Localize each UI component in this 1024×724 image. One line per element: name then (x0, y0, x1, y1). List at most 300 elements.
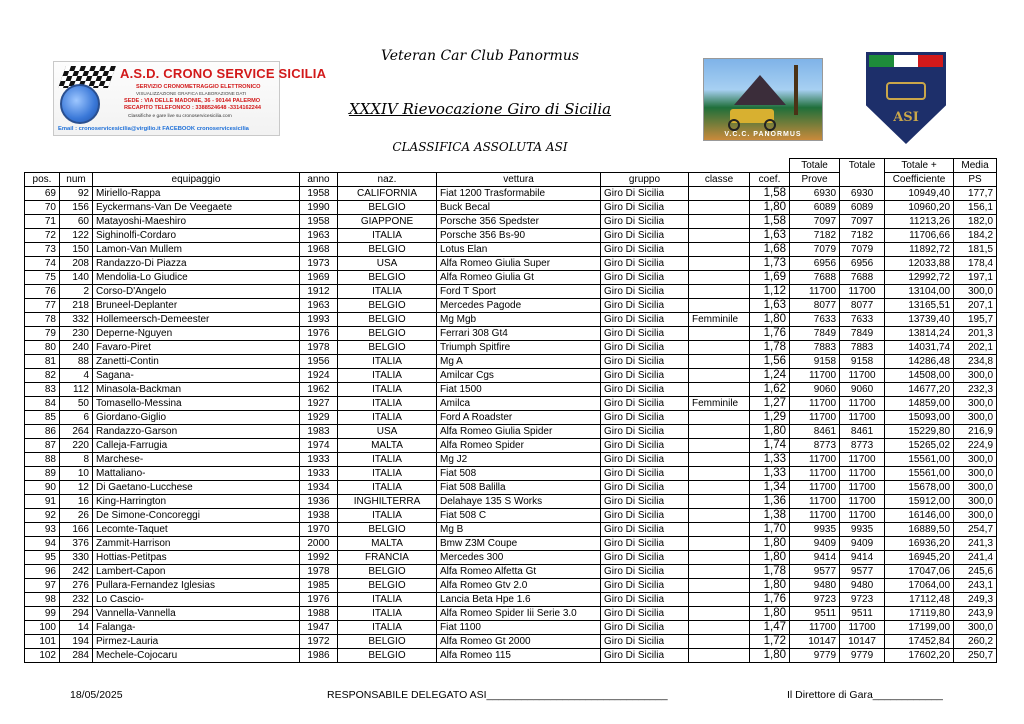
cell-coef: 1,62 (750, 383, 790, 397)
cell-naz: BELGIO (338, 201, 437, 215)
cell-totale: 11700 (840, 509, 885, 523)
cell-vettura: Alfa Romeo 115 (437, 649, 601, 663)
cell-naz: MALTA (338, 439, 437, 453)
cell-coef: 1,33 (750, 453, 790, 467)
cell-gruppo: Giro Di Sicilia (601, 229, 689, 243)
cell-gruppo: Giro Di Sicilia (601, 201, 689, 215)
ranking-title: CLASSIFICA ASSOLUTA ASI (392, 140, 568, 154)
cell-gruppo: Giro Di Sicilia (601, 341, 689, 355)
cell-prove: 7688 (790, 271, 840, 285)
cell-num: 8 (60, 453, 93, 467)
cell-num: 276 (60, 579, 93, 593)
stopwatch-icon (60, 84, 100, 124)
table-row (25, 621, 997, 635)
cell-totale: 11700 (840, 453, 885, 467)
cell-vettura: Buck Becal (437, 201, 601, 215)
cell-pos: 87 (25, 439, 60, 453)
cell-pos: 98 (25, 593, 60, 607)
cell-vettura: Ferrari 308 Gt4 (437, 327, 601, 341)
cell-vettura: Ford A Roadster (437, 411, 601, 425)
cell-totale-coef: 14859,00 (885, 397, 954, 411)
header-gruppo: gruppo (601, 173, 689, 187)
cell-coef: 1,80 (750, 537, 790, 551)
cell-vettura: Triumph Spitfire (437, 341, 601, 355)
cell-equipaggio: Randazzo-Di Piazza (93, 257, 300, 271)
vcc-logo-label: V.C.C. PANORMUS (724, 131, 802, 138)
cell-gruppo: Giro Di Sicilia (601, 607, 689, 621)
cell-classe (689, 439, 750, 453)
cell-prove: 7079 (790, 243, 840, 257)
cell-coef: 1,29 (750, 411, 790, 425)
cell-coef: 1,69 (750, 271, 790, 285)
cell-media: 201,3 (954, 327, 997, 341)
cell-totale: 9480 (840, 579, 885, 593)
cell-anno: 1988 (300, 607, 338, 621)
cell-vettura: Lotus Elan (437, 243, 601, 257)
cell-anno: 1947 (300, 621, 338, 635)
cell-anno: 1992 (300, 551, 338, 565)
cell-num: 232 (60, 593, 93, 607)
cell-prove: 9060 (790, 383, 840, 397)
cell-coef: 1,76 (750, 327, 790, 341)
cell-pos: 102 (25, 649, 60, 663)
cell-num: 156 (60, 201, 93, 215)
header-anno: anno (300, 173, 338, 187)
cell-num: 230 (60, 327, 93, 341)
cell-anno: 1963 (300, 299, 338, 313)
cell-totale-coef: 17112,48 (885, 593, 954, 607)
cell-coef: 1,76 (750, 593, 790, 607)
cell-gruppo: Giro Di Sicilia (601, 537, 689, 551)
cell-num: 376 (60, 537, 93, 551)
cell-naz: ITALIA (338, 481, 437, 495)
cell-gruppo: Giro Di Sicilia (601, 313, 689, 327)
cell-equipaggio: Lambert-Capon (93, 565, 300, 579)
cell-gruppo: Giro Di Sicilia (601, 621, 689, 635)
cell-coef: 1,73 (750, 257, 790, 271)
cell-equipaggio: Marchese- (93, 453, 300, 467)
cell-totale-coef: 15561,00 (885, 453, 954, 467)
cell-totale: 7097 (840, 215, 885, 229)
cell-anno: 1972 (300, 635, 338, 649)
cell-classe (689, 649, 750, 663)
cell-media: 249,3 (954, 593, 997, 607)
cell-coef: 1,47 (750, 621, 790, 635)
cell-prove: 7633 (790, 313, 840, 327)
palm-icon (794, 65, 798, 115)
table-row (25, 509, 997, 523)
cell-pos: 88 (25, 453, 60, 467)
table-row (25, 481, 997, 495)
cell-prove: 11700 (790, 509, 840, 523)
cell-classe (689, 551, 750, 565)
cell-naz: BELGIO (338, 649, 437, 663)
cell-media: 224,9 (954, 439, 997, 453)
cell-coef: 1,80 (750, 579, 790, 593)
cell-totale: 11700 (840, 369, 885, 383)
cell-equipaggio: Pullara-Fernandez Iglesias (93, 579, 300, 593)
cell-equipaggio: Tomasello-Messina (93, 397, 300, 411)
cell-media: 156,1 (954, 201, 997, 215)
cell-coef: 1,12 (750, 285, 790, 299)
cell-num: 10 (60, 467, 93, 481)
cell-naz: INGHILTERRA (338, 495, 437, 509)
cell-gruppo: Giro Di Sicilia (601, 509, 689, 523)
table-row (25, 439, 997, 453)
cell-totale-coef: 14286,48 (885, 355, 954, 369)
cell-pos: 100 (25, 621, 60, 635)
cell-coef: 1,36 (750, 495, 790, 509)
cell-pos: 77 (25, 299, 60, 313)
cell-equipaggio: Calleja-Farrugia (93, 439, 300, 453)
cell-prove: 11700 (790, 411, 840, 425)
cell-prove: 6930 (790, 187, 840, 201)
cell-vettura: Mg B (437, 523, 601, 537)
cell-prove: 11700 (790, 481, 840, 495)
cell-equipaggio: Minasola-Backman (93, 383, 300, 397)
cell-totale-coef: 16146,00 (885, 509, 954, 523)
cell-num: 220 (60, 439, 93, 453)
cell-totale: 11700 (840, 467, 885, 481)
cell-equipaggio: De Simone-Concoreggi (93, 509, 300, 523)
cell-media: 300,0 (954, 495, 997, 509)
cell-vettura: Mg J2 (437, 453, 601, 467)
cell-coef: 1,63 (750, 299, 790, 313)
cell-naz: ITALIA (338, 229, 437, 243)
header-naz: naz. (338, 173, 437, 187)
cell-classe (689, 565, 750, 579)
cell-classe (689, 369, 750, 383)
cell-num: 14 (60, 621, 93, 635)
cell-media: 243,9 (954, 607, 997, 621)
cell-prove: 9723 (790, 593, 840, 607)
cell-anno: 1924 (300, 369, 338, 383)
cell-pos: 74 (25, 257, 60, 271)
cell-totale: 9723 (840, 593, 885, 607)
cell-pos: 83 (25, 383, 60, 397)
tricolor-white (894, 55, 919, 67)
table-row (25, 285, 997, 299)
cell-totale: 8773 (840, 439, 885, 453)
cell-vettura: Delahaye 135 S Works (437, 495, 601, 509)
cell-totale-coef: 13165,51 (885, 299, 954, 313)
cell-totale-coef: 17602,20 (885, 649, 954, 663)
cell-totale: 9060 (840, 383, 885, 397)
logo-line-7: Email : cronoservicesicilia@virgilio.it FACEBOOK cronoservicesicilia (58, 126, 249, 132)
cell-vettura: Ford T Sport (437, 285, 601, 299)
cell-num: 2 (60, 285, 93, 299)
cell-media: 300,0 (954, 411, 997, 425)
cell-classe (689, 635, 750, 649)
wheel-icon (728, 119, 740, 131)
cell-equipaggio: Mechele-Cojocaru (93, 649, 300, 663)
header-equipaggio: equipaggio (93, 173, 300, 187)
cell-totale-coef: 13814,24 (885, 327, 954, 341)
cell-num: 4 (60, 369, 93, 383)
cell-prove: 9409 (790, 537, 840, 551)
cell-classe (689, 425, 750, 439)
cell-pos: 93 (25, 523, 60, 537)
cell-naz: ITALIA (338, 397, 437, 411)
cell-anno: 1978 (300, 341, 338, 355)
cell-classe (689, 411, 750, 425)
cell-prove: 11700 (790, 369, 840, 383)
cell-gruppo: Giro Di Sicilia (601, 243, 689, 257)
cell-pos: 75 (25, 271, 60, 285)
cell-media: 207,1 (954, 299, 997, 313)
cell-coef: 1,63 (750, 229, 790, 243)
cell-naz: BELGIO (338, 341, 437, 355)
cell-classe (689, 481, 750, 495)
table-row (25, 495, 997, 509)
cell-anno: 1956 (300, 355, 338, 369)
cell-equipaggio: Di Gaetano-Lucchese (93, 481, 300, 495)
cell-num: 242 (60, 565, 93, 579)
cell-totale-coef: 12992,72 (885, 271, 954, 285)
cell-pos: 91 (25, 495, 60, 509)
cell-totale: 7079 (840, 243, 885, 257)
cell-equipaggio: Lamon-Van Mullem (93, 243, 300, 257)
cell-totale-coef: 15561,00 (885, 467, 954, 481)
cell-coef: 1,68 (750, 243, 790, 257)
cell-equipaggio: Randazzo-Garson (93, 425, 300, 439)
cell-media: 177,7 (954, 187, 997, 201)
cell-totale: 7849 (840, 327, 885, 341)
mountain-icon (734, 75, 786, 105)
cell-vettura: Porsche 356 Bs-90 (437, 229, 601, 243)
cell-classe (689, 215, 750, 229)
header-ps: PS (954, 173, 997, 187)
cell-totale-coef: 14677,20 (885, 383, 954, 397)
cell-classe (689, 621, 750, 635)
cell-totale: 10147 (840, 635, 885, 649)
cell-vettura: Mercedes 300 (437, 551, 601, 565)
cell-num: 50 (60, 397, 93, 411)
cell-totale-coef: 15678,00 (885, 481, 954, 495)
cell-media: 300,0 (954, 453, 997, 467)
header-pos: pos. (25, 173, 60, 187)
cell-naz: USA (338, 425, 437, 439)
cell-anno: 1990 (300, 201, 338, 215)
cell-anno: 1936 (300, 495, 338, 509)
cell-totale: 11700 (840, 397, 885, 411)
cell-totale: 11700 (840, 481, 885, 495)
table-row (25, 565, 997, 579)
cell-gruppo: Giro Di Sicilia (601, 383, 689, 397)
cell-vettura: Fiat 508 Balilla (437, 481, 601, 495)
cell-prove: 9935 (790, 523, 840, 537)
cell-vettura: Alfa Romeo Giulia Spider (437, 425, 601, 439)
cell-prove: 9414 (790, 551, 840, 565)
cell-vettura: Mercedes Pagode (437, 299, 601, 313)
cell-totale-coef: 14031,74 (885, 341, 954, 355)
cell-prove: 11700 (790, 285, 840, 299)
cell-totale: 6089 (840, 201, 885, 215)
cell-coef: 1,78 (750, 341, 790, 355)
cell-equipaggio: Matayoshi-Maeshiro (93, 215, 300, 229)
cell-media: 202,1 (954, 341, 997, 355)
cell-classe (689, 341, 750, 355)
cell-totale-coef: 16936,20 (885, 537, 954, 551)
cell-equipaggio: Hollemeersch-Demeester (93, 313, 300, 327)
cell-gruppo: Giro Di Sicilia (601, 523, 689, 537)
cell-naz: BELGIO (338, 271, 437, 285)
cell-equipaggio: Vannella-Vannella (93, 607, 300, 621)
cell-anno: 1970 (300, 523, 338, 537)
cell-gruppo: Giro Di Sicilia (601, 495, 689, 509)
table-row (25, 271, 997, 285)
cell-naz: BELGIO (338, 635, 437, 649)
cell-num: 264 (60, 425, 93, 439)
cell-naz: BELGIO (338, 579, 437, 593)
cell-vettura: Alfa Romeo Giulia Super (437, 257, 601, 271)
cell-equipaggio: Hottias-Petitpas (93, 551, 300, 565)
cell-totale: 6930 (840, 187, 885, 201)
cell-classe (689, 467, 750, 481)
cell-naz: CALIFORNIA (338, 187, 437, 201)
table-row (25, 397, 997, 411)
results-body (25, 187, 997, 663)
cell-pos: 76 (25, 285, 60, 299)
cell-prove: 9511 (790, 607, 840, 621)
cell-vettura: Alfa Romeo Alfetta Gt (437, 565, 601, 579)
cell-gruppo: Giro Di Sicilia (601, 649, 689, 663)
cell-pos: 69 (25, 187, 60, 201)
cell-num: 194 (60, 635, 93, 649)
cell-gruppo: Giro Di Sicilia (601, 355, 689, 369)
cell-totale-coef: 11892,72 (885, 243, 954, 257)
cell-prove: 11700 (790, 453, 840, 467)
cell-naz: ITALIA (338, 383, 437, 397)
cell-gruppo: Giro Di Sicilia (601, 411, 689, 425)
logo-line-5: RECAPITO TELEFONICO : 3388524648 -3314162244 (124, 105, 262, 111)
cell-coef: 1,80 (750, 313, 790, 327)
cell-media: 216,9 (954, 425, 997, 439)
cell-classe (689, 187, 750, 201)
cell-gruppo: Giro Di Sicilia (601, 467, 689, 481)
cell-media: 195,7 (954, 313, 997, 327)
cell-media: 300,0 (954, 509, 997, 523)
cell-prove: 8461 (790, 425, 840, 439)
cell-gruppo: Giro Di Sicilia (601, 257, 689, 271)
cell-num: 12 (60, 481, 93, 495)
crono-service-logo (53, 61, 327, 136)
cell-anno: 1976 (300, 327, 338, 341)
cell-vettura: Fiat 1200 Trasformabile (437, 187, 601, 201)
cell-pos: 86 (25, 425, 60, 439)
header-totale: Totale (840, 159, 885, 187)
table-row (25, 313, 997, 327)
cell-media: 241,4 (954, 551, 997, 565)
cell-coef: 1,38 (750, 509, 790, 523)
cell-naz: BELGIO (338, 523, 437, 537)
cell-media: 250,7 (954, 649, 997, 663)
table-row (25, 551, 997, 565)
club-title: Veteran Car Club Panormus (380, 48, 580, 64)
header-totale-plus: Totale + (885, 159, 954, 173)
cell-anno: 1934 (300, 481, 338, 495)
cell-prove: 9480 (790, 579, 840, 593)
cell-prove: 11700 (790, 467, 840, 481)
cell-coef: 1,78 (750, 565, 790, 579)
cell-totale-coef: 13104,00 (885, 285, 954, 299)
tricolor-green (869, 55, 894, 67)
cell-num: 332 (60, 313, 93, 327)
cell-coef: 1,80 (750, 607, 790, 621)
table-row (25, 243, 997, 257)
asi-logo-label: ASI (893, 110, 919, 125)
logo-line-3: VISUALIZZAZIONE GRAFICA ELABORAZIONE DATI (136, 91, 247, 96)
asi-logo (866, 52, 946, 144)
cell-vettura: Alfa Romeo Spider Iii Serie 3.0 (437, 607, 601, 621)
cell-equipaggio: Falanga- (93, 621, 300, 635)
cell-totale: 11700 (840, 285, 885, 299)
table-row (25, 215, 997, 229)
table-row (25, 327, 997, 341)
cell-naz: ITALIA (338, 453, 437, 467)
cell-classe (689, 299, 750, 313)
cell-gruppo: Giro Di Sicilia (601, 425, 689, 439)
cell-prove: 9158 (790, 355, 840, 369)
cell-totale: 9779 (840, 649, 885, 663)
cell-totale: 8077 (840, 299, 885, 313)
cell-totale-coef: 12033,88 (885, 257, 954, 271)
cell-vettura: Fiat 508 C (437, 509, 601, 523)
cell-media: 300,0 (954, 397, 997, 411)
cell-pos: 85 (25, 411, 60, 425)
cell-equipaggio: Corso-D'Angelo (93, 285, 300, 299)
cell-num: 60 (60, 215, 93, 229)
cell-gruppo: Giro Di Sicilia (601, 299, 689, 313)
cell-pos: 71 (25, 215, 60, 229)
cell-equipaggio: King-Harrington (93, 495, 300, 509)
cell-media: 300,0 (954, 369, 997, 383)
cell-totale-coef: 15912,00 (885, 495, 954, 509)
cell-naz: ITALIA (338, 509, 437, 523)
footer-director: Il Direttore di Gara____________ (787, 689, 943, 701)
cell-anno: 1993 (300, 313, 338, 327)
cell-equipaggio: Giordano-Giglio (93, 411, 300, 425)
cell-classe: Femminile (689, 313, 750, 327)
cell-classe (689, 243, 750, 257)
event-title: XXXIV Rievocazione Giro di Sicilia (348, 100, 612, 118)
cell-pos: 78 (25, 313, 60, 327)
cell-media: 254,7 (954, 523, 997, 537)
cell-anno: 1974 (300, 439, 338, 453)
cell-totale: 6956 (840, 257, 885, 271)
cell-totale: 9409 (840, 537, 885, 551)
cell-pos: 94 (25, 537, 60, 551)
table-row (25, 649, 997, 663)
table-row (25, 355, 997, 369)
cell-totale: 9577 (840, 565, 885, 579)
cell-media: 197,1 (954, 271, 997, 285)
cell-classe (689, 523, 750, 537)
cell-anno: 1986 (300, 649, 338, 663)
cell-num: 122 (60, 229, 93, 243)
cell-prove: 11700 (790, 495, 840, 509)
cell-gruppo: Giro Di Sicilia (601, 397, 689, 411)
cell-prove: 7097 (790, 215, 840, 229)
cell-anno: 1958 (300, 215, 338, 229)
cell-anno: 1912 (300, 285, 338, 299)
cell-naz: ITALIA (338, 369, 437, 383)
table-row (25, 411, 997, 425)
cell-totale: 7883 (840, 341, 885, 355)
cell-media: 181,5 (954, 243, 997, 257)
cell-totale: 11700 (840, 621, 885, 635)
cell-equipaggio: Zanetti-Contin (93, 355, 300, 369)
